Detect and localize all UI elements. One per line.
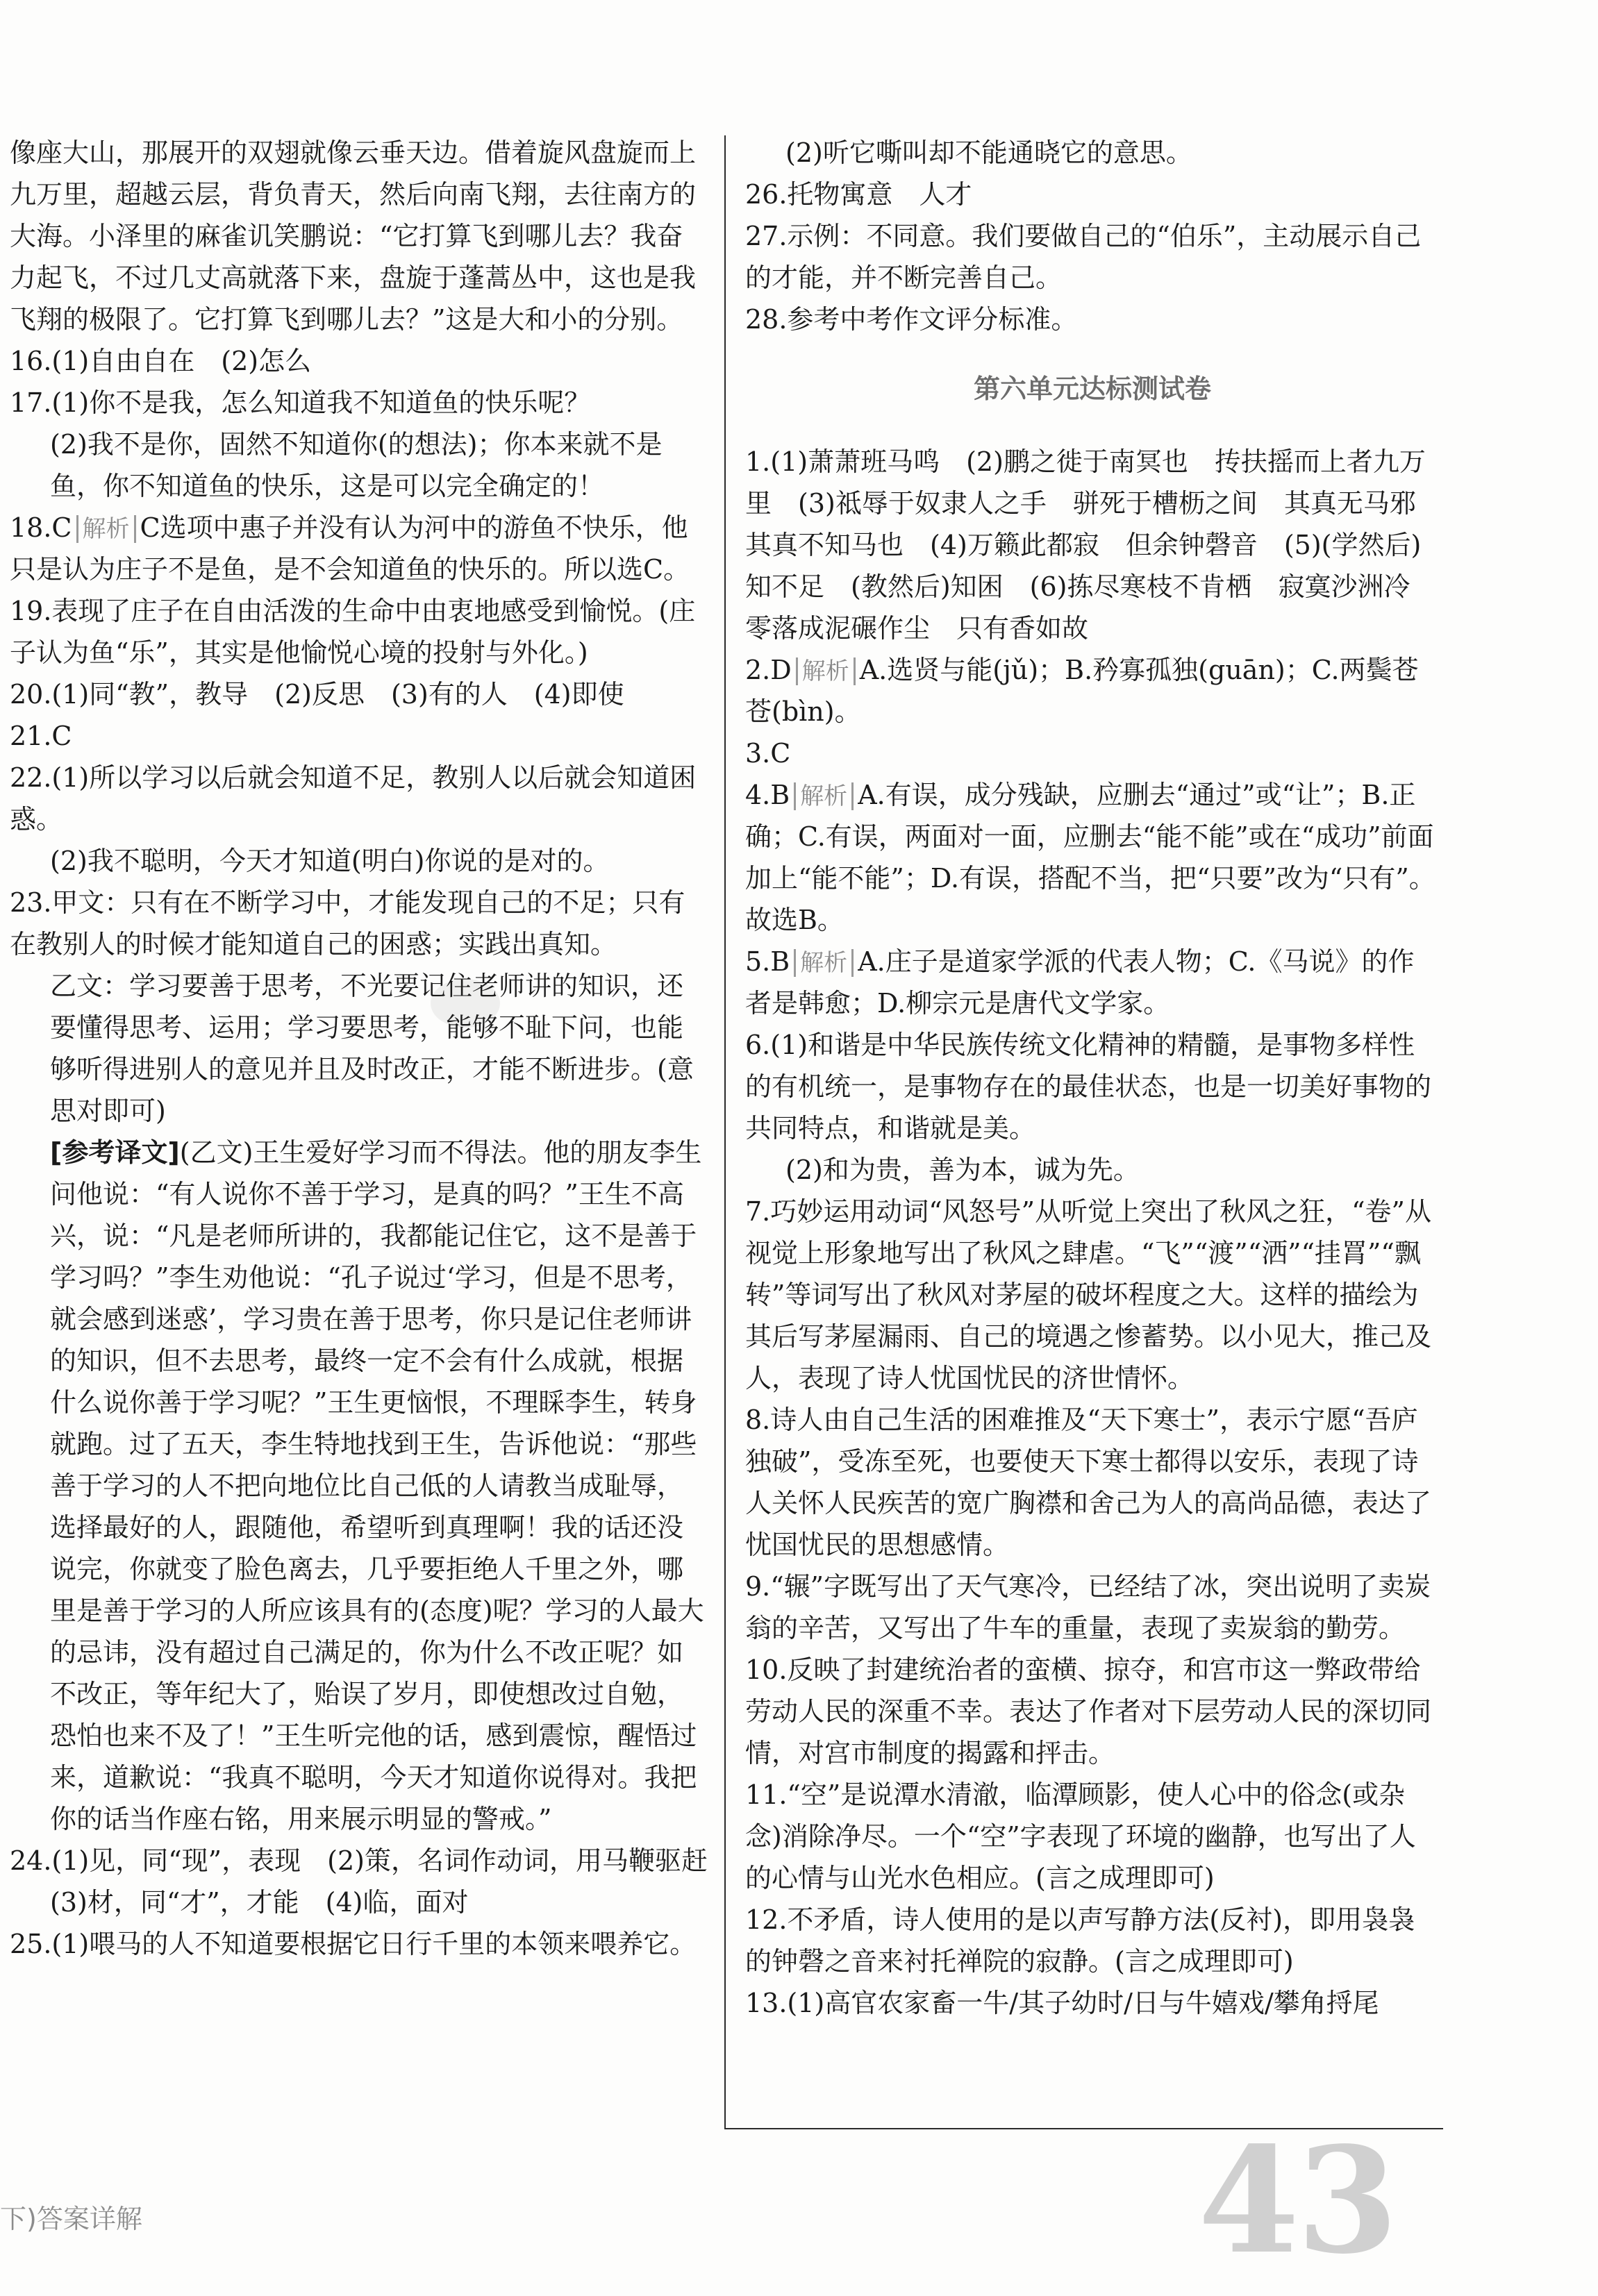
answer-text: C选项中惠子并没有认为河中的游鱼不快乐，他只是认为庄子不是鱼，是不会知道鱼的快乐的。所以选C。	[10, 512, 690, 585]
answer-text: 13.(1)高官农家畜一牛/其子幼时/日与牛嬉戏/攀角捋尾	[745, 1988, 1379, 2018]
left-answer-item	[10, 840, 708, 882]
answer-text: 3.C	[745, 738, 791, 769]
left-answer-item	[10, 424, 708, 507]
answer-text: 7.巧妙运用动词“风怒号”从听觉上突出了秋风之狂，“卷”从视觉上形象地写出了秋风之肆虐。“飞”“渡”“洒”“挂罥”“飘转”等词写出了秋风对茅屋的破坏程度之大。这样的描绘为其后写茅屋漏雨、自己的境遇之惨蓄势。以小见大，推己及人，表现了诗人忧国忧民的济世情怀。	[745, 1196, 1432, 1393]
answer-text: (2)我不聪明，今天才知道(明白)你说的是对的。	[50, 846, 610, 876]
answer-text: (2)听它嘶叫却不能通晓它的意思。	[785, 137, 1192, 168]
left-answer-item	[10, 715, 708, 757]
unit-test-answer-item	[745, 1982, 1440, 2024]
answer-text: 26.托物寓意 人才	[745, 179, 972, 210]
answer-text: (2)和为贵，善为本，诚为先。	[785, 1155, 1140, 1185]
left-answer-item	[10, 590, 708, 673]
analysis-tag: 解析	[76, 515, 136, 543]
right-column-bottom	[745, 441, 1440, 2024]
answer-text: 19.表现了庄子在自由活泼的生命中由衷地感受到愉悦。(庄子认为鱼“乐”，其实是他愉悦心境的投射与外化。)	[10, 596, 696, 668]
unit-test-answer-item	[745, 941, 1440, 1024]
answer-text: 9.“辗”字既写出了天气寒冷，已经结了冰，突出说明了卖炭翁的辛苦，又写出了牛车的重量，表现了卖炭翁的勤劳。	[745, 1571, 1431, 1643]
answer-text: (乙文)王生爱好学习而不得法。他的朋友李生问他说：“有人说你不善于学习，是真的吗？”王生不高兴，说：“凡是老师所讲的，我都能记住它，这不是善于学习吗？”李生劝他说：“孔子说过‘学习，但是不思考，就会感到迷惑’，学习贵在善于思考，你只是记住老师讲的知识，但不去思考，最终一定不会有什么成就，根据什么说你善于学习呢？”王生更恼恨，不理睬李生，转身就跑。过了五天，李生特地找到王生，告诉他说：“那些善于学习的人不把向地位比自己低的人请教当成耻辱，选择最好的人，跟随他，希望听到真理啊！我的话还没说完，你就变了脸色离去，几乎要拒绝人千里之外，哪里是善于学习的人所应该具有的(态度)呢？学习的人最大的忌讳，没有超过自己满足的，你为什么不改正呢？如不改正，等年纪大了，贻误了岁月，即使想改过自勉，恐怕也来不及了！”王生听完他的话，感到震惊，醒悟过来，道歉说：“我真不聪明，今天才知道你说得对。我把你的话当作座右铭，用来展示明显的警戒。”	[50, 1137, 704, 1834]
answer-text: 28.参考中考作文评分标准。	[745, 304, 1078, 335]
unit-test-answer-item	[745, 1149, 1440, 1191]
answer-text: 22.(1)所以学习以后就会知道不足，教别人以后就会知道困惑。	[10, 762, 697, 835]
right-answer-item	[745, 215, 1440, 299]
unit-test-answer-item	[745, 649, 1440, 732]
answer-text: 21.C	[10, 721, 72, 751]
right-answer-item	[745, 132, 1440, 174]
answer-text: 27.示例：不同意。我们要做自己的“伯乐”，主动展示自己的才能，并不断完善自己。	[745, 221, 1422, 293]
answer-text: 1.(1)萧萧班马鸣 (2)鹏之徙于南冥也 抟扶摇而上者九万里 (3)祗辱于奴隶人之手 骈死于槽枥之间 其真无马邪 其真不知马也 (4)万籁此都寂 但余钟磬音 (5)(学然后)知不足 (教然后)知困 (6)拣尽寒枝不肯栖 寂寞沙洲冷 零落成泥碾作尘 只有香如故	[745, 446, 1442, 644]
unit-test-answer-item	[745, 774, 1440, 941]
answer-text: A.有误，成分残缺，应删去“通过”或“让”；B.正确；C.有误，两面对一面，应删去“能不能”或在“成功”前面加上“能不能”；D.有误，搭配不当，把“只要”改为“只有”。故选B。	[745, 780, 1435, 935]
answer-text: 8.诗人由自己生活的困难推及“天下寒士”，表示宁愿“吾庐独破”，受冻至死，也要使天下寒士都得以安乐，表现了诗人关怀人民疾苦的宽广胸襟和舍己为人的高尚品德，表达了忧国忧民的思想感情。	[745, 1405, 1432, 1560]
unit-test-answer-item	[745, 1774, 1440, 1899]
unit-test-answer-item	[745, 1191, 1440, 1399]
answer-text: A.庄子是道家学派的代表人物；C.《马说》的作者是韩愈；D.柳宗元是唐代文学家。	[745, 946, 1415, 1019]
left-answer-item	[10, 382, 708, 424]
answer-text: 11.“空”是说潭水清澈，临潭顾影，使人心中的俗念(或杂念)消除净尽。一个“空”字表现了环境的幽静，也写出了人的心情与山光水色相应。(言之成理即可)	[745, 1779, 1416, 1893]
left-answer-item	[10, 673, 708, 715]
left-answer-item	[10, 1840, 708, 1882]
left-answer-item	[10, 1923, 708, 1965]
reference-translation-label: [参考译文]	[50, 1137, 180, 1168]
analysis-tag: 解析	[796, 657, 856, 685]
unit-test-answer-item	[745, 1566, 1440, 1649]
answer-text: 10.反映了封建统治者的蛮横、掠夺，和宫市这一弊政带给劳动人民的深重不幸。表达了作者对下层劳动人民的深切同情，对宫市制度的揭露和抨击。	[745, 1654, 1432, 1768]
right-column-top	[745, 132, 1440, 340]
answer-number: 5.B	[745, 946, 790, 977]
answer-number: 2.D	[745, 655, 792, 685]
answer-text: 乙文：学习要善于思考，不光要记住老师讲的知识，还要懂得思考、运用；学习要思考，能够不耻下问，也能够听得进别人的意见并且及时改正，才能不断进步。(意思对即可)	[50, 971, 694, 1126]
footer-text: 下)答案详解	[0, 2204, 142, 2234]
left-answer-item	[10, 507, 708, 590]
answer-text: 24.(1)见，同“现”，表现 (2)策，名词作动词，用马鞭驱赶	[10, 1845, 708, 1876]
answer-text: 12.不矛盾，诗人使用的是以声写静方法(反衬)，即用袅袅的钟磬之音来衬托禅院的寂静。(言之成理即可)	[745, 1904, 1415, 1977]
right-answer-item	[745, 299, 1440, 340]
answer-text: 23.甲文：只有在不断学习中，才能发现自己的不足；只有在教别人的时候才能知道自己的困惑；实践出真知。	[10, 887, 685, 960]
left-answer-item	[10, 965, 708, 1132]
answer-text: 25.(1)喂马的人不知道要根据它日行千里的本领来喂养它。	[10, 1929, 697, 1959]
analysis-tag: 解析	[794, 949, 854, 977]
answer-text: 20.(1)同“教”，教导 (2)反思 (3)有的人 (4)即使	[10, 679, 624, 710]
answer-text: (3)材，同“才”，才能 (4)临，面对	[50, 1887, 469, 1918]
left-answer-item	[10, 757, 708, 840]
answer-text: 16.(1)自由自在 (2)怎么	[10, 346, 312, 376]
right-answer-item	[745, 174, 1440, 215]
left-column	[10, 132, 708, 1965]
answer-text: 17.(1)你不是我，怎么知道我不知道鱼的快乐呢？	[10, 387, 591, 418]
answer-text: (2)我不是你，固然不知道你(的想法)；你本来就不是鱼，你不知道鱼的快乐，这是可以完全确定的！	[50, 429, 663, 501]
answer-text: A.选贤与能(jǔ)；B.矜寡孤独(guān)；C.两鬓苍苍(bìn)。	[745, 655, 1419, 727]
column-divider	[724, 135, 726, 2128]
left-answer-item	[10, 132, 708, 340]
analysis-tag: 解析	[794, 782, 854, 810]
page-number: 43	[1198, 2115, 1396, 2286]
answer-number: 18.C	[10, 512, 72, 543]
unit-test-answer-item	[745, 1649, 1440, 1774]
answer-text: 像座大山，那展开的双翅就像云垂天边。借着旋风盘旋而上九万里，超越云层，背负青天，然后向南飞翔，去往南方的大海。小泽里的麻雀讥笑鹏说：“它打算飞到哪儿去？我奋力起飞，不过几丈高就落下来，盘旋于蓬蒿丛中，这也是我飞翔的极限了。它打算飞到哪儿去？”这是大和小的分别。	[10, 137, 697, 335]
unit-test-answer-item	[745, 1899, 1440, 1982]
unit-test-answer-item	[745, 1399, 1440, 1566]
left-answer-item	[10, 340, 708, 382]
answer-text: 6.(1)和谐是中华民族传统文化精神的精髓，是事物多样性的有机统一，是事物存在的最佳状态，也是一切美好事物的共同特点，和谐就是美。	[745, 1030, 1432, 1143]
left-answer-item	[10, 1882, 708, 1923]
section-title: 第六单元达标测试卷	[973, 374, 1211, 404]
unit-test-answer-item	[745, 1024, 1440, 1149]
answer-number: 4.B	[745, 780, 790, 810]
unit-test-answer-item	[745, 732, 1440, 774]
unit-test-answer-item	[745, 441, 1440, 649]
left-answer-item	[10, 1132, 708, 1840]
left-answer-item	[10, 882, 708, 965]
right-column	[745, 132, 1440, 2024]
